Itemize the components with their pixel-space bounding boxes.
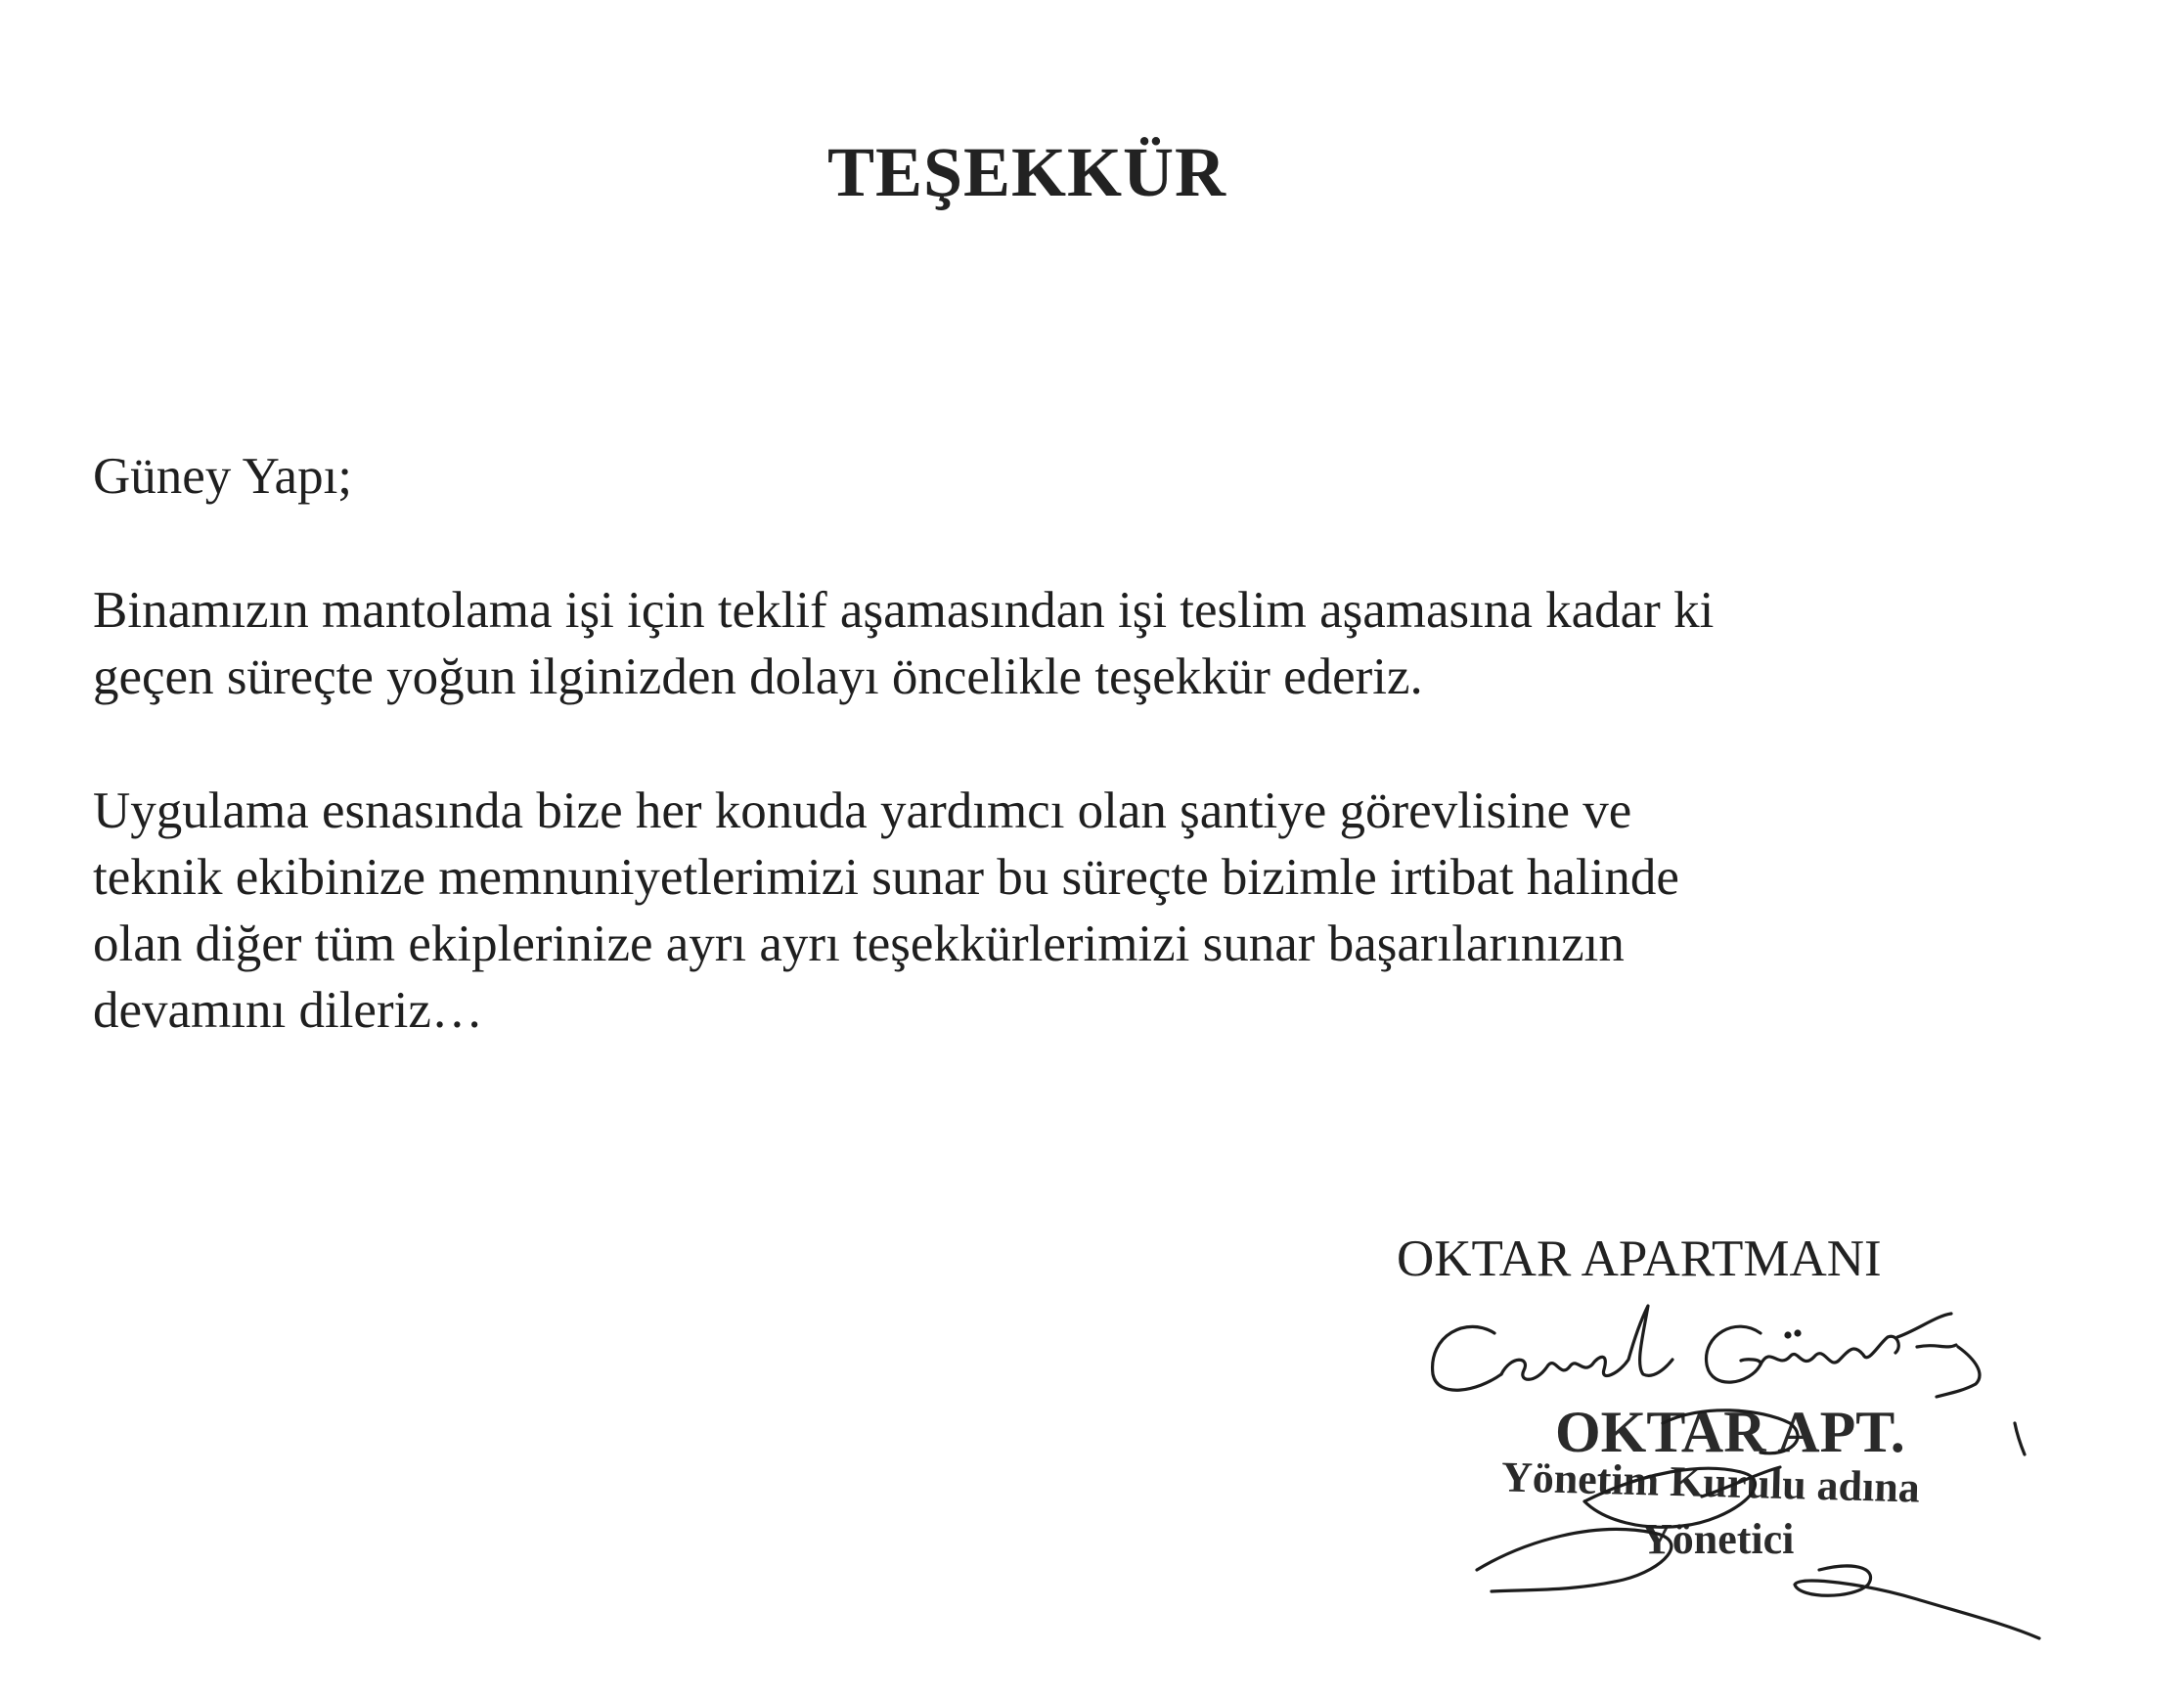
paragraph-2-line: Uygulama esnasında bize her konuda yardımcı olan şantiye görevlisine ve xyxy=(93,782,1632,839)
paragraph-1-line: geçen süreçte yoğun ilginizden dolayı öncelikle teşekkür ederiz. xyxy=(93,648,1423,705)
paragraph-2-line: teknik ekibinize memnuniyetlerimizi sunar bu süreçte bizimle irtibat halinde xyxy=(93,849,1679,906)
paragraph-2-line: devamını dileriz… xyxy=(93,982,483,1039)
paragraph-2 xyxy=(93,778,1951,1044)
greeting: Güney Yapı; xyxy=(93,448,353,505)
stamp-line-2: Yönetim Kurulu adına xyxy=(1500,1453,1921,1512)
handwritten-signature xyxy=(1408,1276,2113,1668)
letter-title: TEŞEKKÜR xyxy=(826,133,1227,211)
paragraph-2-line: olan diğer tüm ekiplerinize ayrı ayrı teşekkürlerimizi sunar başarılarınızın xyxy=(93,916,1625,972)
stamp-line-1: OKTAR APT. xyxy=(1555,1400,1905,1464)
paragraph-1 xyxy=(93,577,1951,710)
stamp-line-3: Yönetici xyxy=(1641,1515,1795,1563)
paragraph-1-line: Binamızın mantolama işi için teklif aşamasından işi teslim aşamasına kadar ki xyxy=(93,582,1715,639)
sender-name: OKTAR APARTMANI xyxy=(1397,1230,1882,1287)
